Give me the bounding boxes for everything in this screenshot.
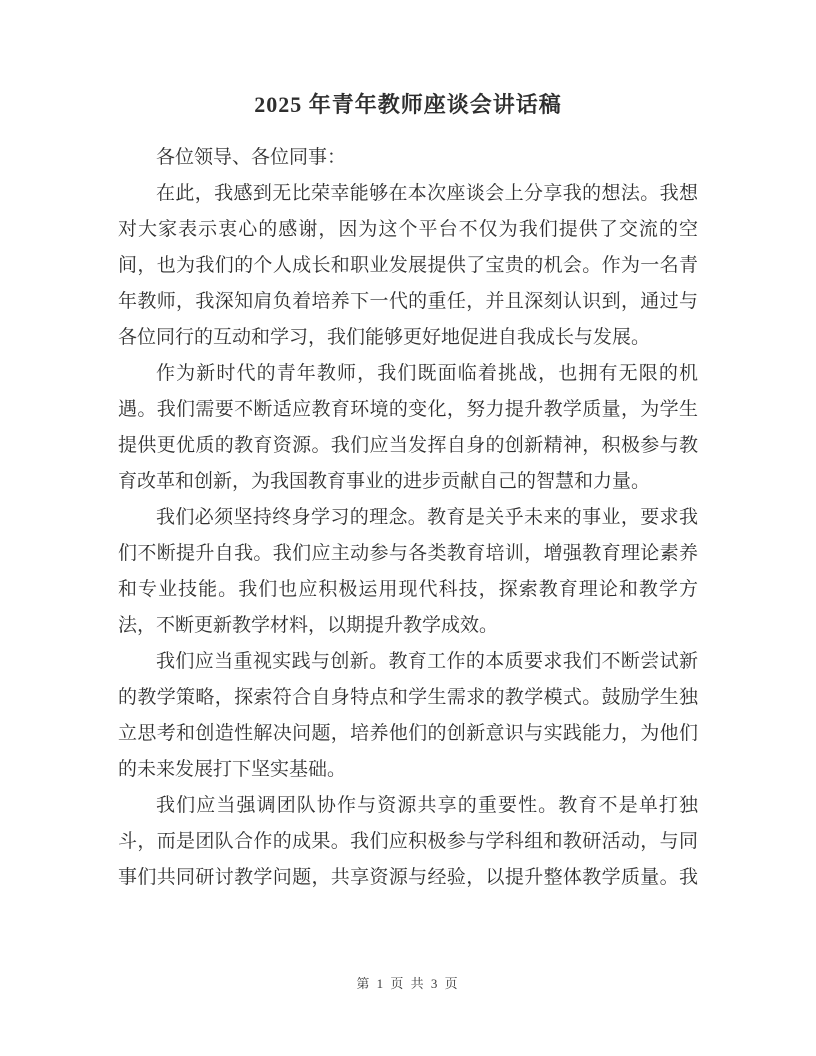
text-line: 作为新时代的青年教师，我们既面临着挑战，也拥有无限的机 <box>156 363 698 384</box>
paragraph <box>118 644 698 788</box>
text-line: 年教师，我深知肩负着培养下一代的重任，并且深刻认识到，通过与 <box>118 291 698 312</box>
document-body <box>118 140 698 896</box>
paragraph <box>118 176 698 356</box>
text-line: 对大家表示衷心的感谢，因为这个平台不仅为我们提供了交流的空 <box>118 219 698 240</box>
document-title: 2025 年青年教师座谈会讲话稿 <box>254 92 562 117</box>
paragraph <box>118 356 698 500</box>
page-footer: 第 1 页 共 3 页 <box>356 976 460 991</box>
text-line: 的教学策略，探索符合自身特点和学生需求的教学模式。鼓励学生独 <box>118 687 698 708</box>
text-line: 立思考和创造性解决问题，培养他们的创新意识与实践能力，为他们 <box>118 723 698 744</box>
text-line: 和专业技能。我们也应积极运用现代科技，探索教育理论和教学方 <box>118 579 698 600</box>
text-line: 在此，我感到无比荣幸能够在本次座谈会上分享我的想法。我想 <box>156 183 698 204</box>
text-line: 事们共同研讨教学问题，共享资源与经验，以提升整体教学质量。我 <box>118 867 698 888</box>
text-line: 遇。我们需要不断适应教育环境的变化，努力提升教学质量，为学生 <box>118 399 698 420</box>
text-line: 我们应当强调团队协作与资源共享的重要性。教育不是单打独 <box>156 795 698 816</box>
text-line: 各位同行的互动和学习，我们能够更好地促进自我成长与发展。 <box>118 327 651 348</box>
paragraph <box>118 788 698 896</box>
text-line: 们不断提升自我。我们应主动参与各类教育培训，增强教育理论素养 <box>118 543 698 564</box>
text-line: 法，不断更新教学材料，以期提升教学成效。 <box>118 615 499 636</box>
text-line: 斗，而是团队合作的成果。我们应积极参与学科组和教研活动，与同 <box>118 831 698 852</box>
text-line: 提供更优质的教育资源。我们应当发挥自身的创新精神，积极参与教 <box>118 435 698 456</box>
text-line: 我们应当重视实践与创新。教育工作的本质要求我们不断尝试新 <box>156 651 698 672</box>
text-line: 间，也为我们的个人成长和职业发展提供了宝贵的机会。作为一名青 <box>118 255 698 276</box>
text-line: 我们必须坚持终身学习的理念。教育是关乎未来的事业，要求我 <box>156 507 698 528</box>
salutation-line: 各位领导、各位同事： <box>156 147 347 168</box>
paragraph <box>118 500 698 644</box>
text-line: 的未来发展打下坚实基础。 <box>118 759 347 780</box>
text-line: 育改革和创新，为我国教育事业的进步贡献自己的智慧和力量。 <box>118 471 651 492</box>
